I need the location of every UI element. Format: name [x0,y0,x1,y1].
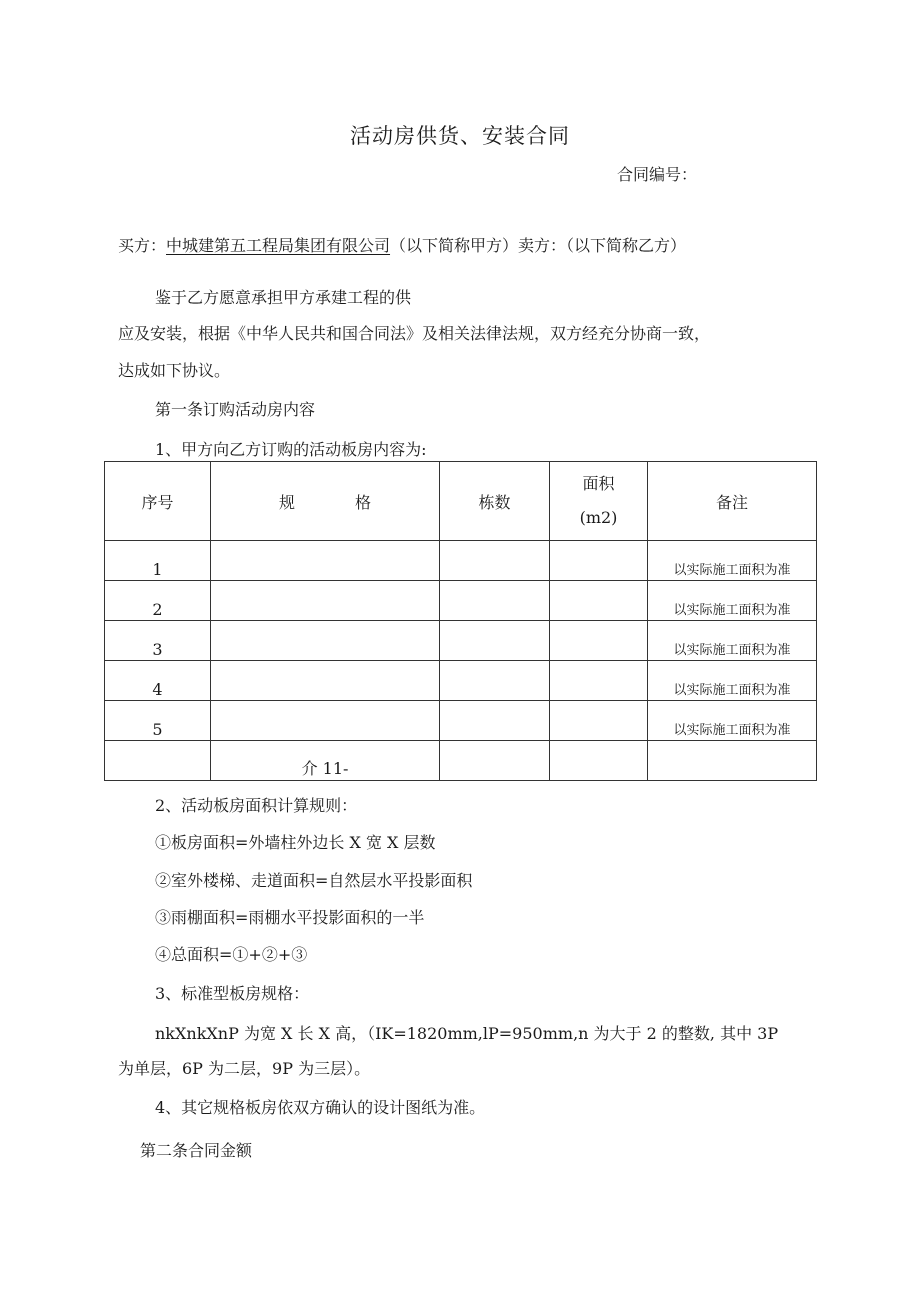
row-seq: 1 [105,541,211,581]
intro-line-3: 达成如下协议。 [118,361,231,380]
spec-table [104,461,817,781]
article-1-heading: 第一条订购活动房内容 [155,400,316,419]
buyer-name: 中城建第五工程局集团有限公司 [166,236,391,255]
table-row [105,541,817,581]
row-note: 以实际施工面积为准 [648,541,817,581]
parties-suffix: （以下简称甲方）卖方：（以下简称乙方） [390,236,687,255]
row-area [550,541,648,581]
row-spec [211,661,440,701]
total-count [440,741,550,781]
row-seq: 5 [105,701,211,741]
row-area [550,701,648,741]
header-spec-b: 格 [355,492,372,512]
total-note [648,741,817,781]
rule-3: ③雨棚面积=雨棚水平投影面积的一半 [155,908,425,927]
rules-item-2: 2、活动板房面积计算规则： [155,796,358,815]
row-count [440,701,550,741]
table-row [105,581,817,621]
row-count [440,541,550,581]
row-note: 以实际施工面积为准 [648,581,817,621]
header-area-a: 面积 [582,474,615,493]
page-title: 活动房供货、安装合同 [350,124,570,148]
buyer-label: 买方： [118,236,167,255]
header-note: 备注 [648,462,817,541]
header-spec [211,462,440,541]
parties-line [118,236,686,256]
row-spec [211,701,440,741]
table-header-row [105,462,817,541]
total-area [550,741,648,781]
table-row [105,701,817,741]
header-area-b: (m2) [579,508,618,527]
article-1-item-1: 1、甲方向乙方订购的活动板房内容为: [155,440,427,459]
total-seq [105,741,211,781]
article-2-heading: 第二条合同金额 [140,1141,253,1160]
header-count: 栋数 [440,462,550,541]
row-seq: 3 [105,621,211,661]
intro-line-2: 应及安装，根据《中华人民共和国合同法》及相关法律法规，双方经充分协商一致， [118,324,711,343]
intro-line-1: 鉴于乙方愿意承担甲方承建工程的供 [155,288,412,307]
row-area [550,581,648,621]
row-note: 以实际施工面积为准 [648,701,817,741]
row-spec [211,541,440,581]
spec-line-1: nkXnkXnP 为宽 X 长 X 高，（IK=1820mm,lP=950mm,n 为大于 2 的整数, 其中 3P [155,1024,779,1043]
spec-line-2: 为单层，6P 为二层，9P 为三层）。 [118,1059,371,1078]
row-spec [211,621,440,661]
table-total-row [105,741,817,781]
rule-4: ④总面积=①+②+③ [155,945,308,964]
row-area [550,621,648,661]
rule-2: ②室外楼梯、走道面积=自然层水平投影面积 [155,871,473,890]
row-area [550,661,648,701]
rules-item-4: 4、其它规格板房依双方确认的设计图纸为准。 [155,1098,486,1117]
row-note: 以实际施工面积为准 [648,621,817,661]
row-count [440,621,550,661]
table-row [105,661,817,701]
row-spec [211,581,440,621]
row-count [440,581,550,621]
header-area [550,462,648,541]
total-label: 介 11- [211,741,440,781]
row-seq: 4 [105,661,211,701]
header-spec-a: 规 [278,492,295,512]
row-count [440,661,550,701]
rules-item-3: 3、标准型板房规格： [155,984,310,1003]
row-seq: 2 [105,581,211,621]
rule-1: ①板房面积=外墙柱外边长 X 宽 X 层数 [155,833,436,852]
row-note: 以实际施工面积为准 [648,661,817,701]
contract-number-label: 合同编号： [617,165,698,184]
table-row [105,621,817,661]
header-seq: 序号 [105,462,211,541]
